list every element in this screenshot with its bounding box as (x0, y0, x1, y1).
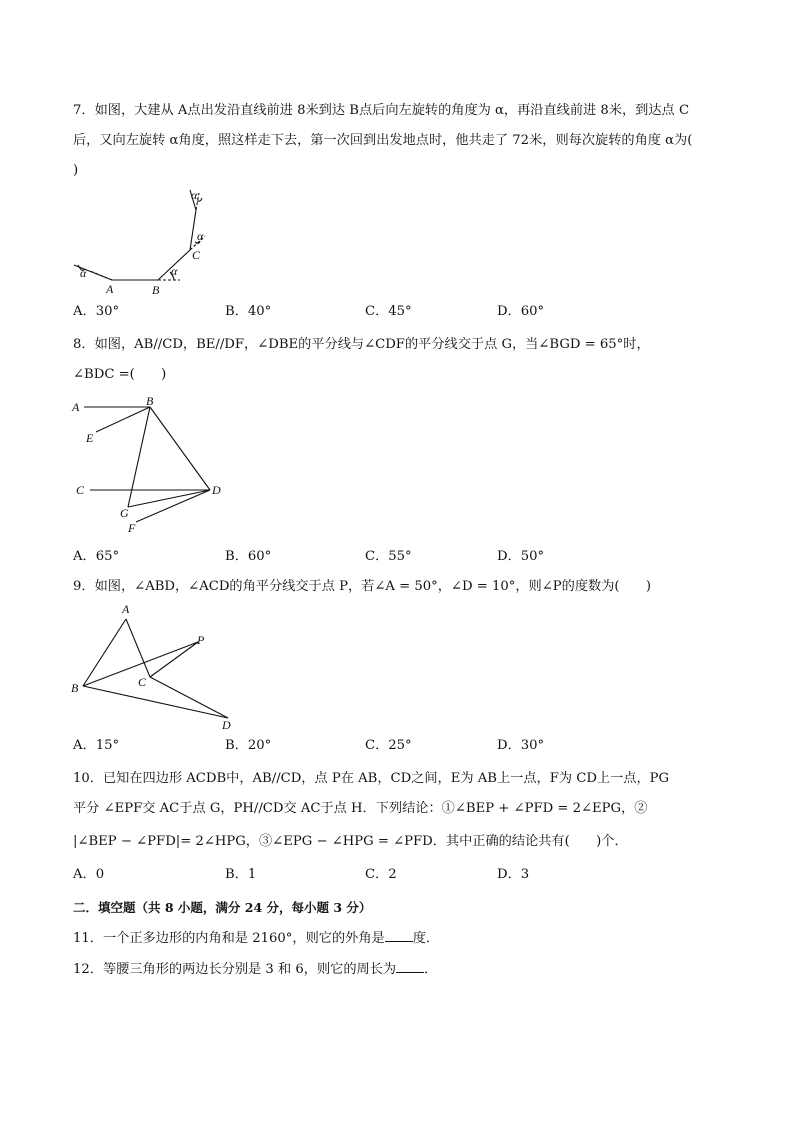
q9-label-C: C (138, 675, 147, 689)
q7-option-d[interactable]: D．60° (497, 304, 545, 319)
q9-label-A: A (122, 602, 130, 616)
q9-text-line1: 9．如图，∠ABD，∠ACD的角平分线交于点 P，若∠A = 50°，∠D = 10°，则∠P的度数为( ) (73, 579, 652, 594)
q7-path (74, 190, 196, 280)
q9-label-B: B (71, 681, 79, 695)
q10-option-a[interactable]: A．0 (73, 867, 105, 882)
q7-text-line2: 后，又向左旋转 α角度，照这样走下去，第一次回到出发地点时，他共走了 72米，则每次旋转的角度 α为( (73, 133, 693, 148)
q7-label-alpha-4: α (191, 188, 198, 202)
q10-text-line1: 10．已知在四边形 ACDB中，AB//CD，点 P在 AB，CD之间，E为 AB上一点，F为 CD上一点，PG (73, 771, 670, 786)
q8-option-a[interactable]: A．65° (73, 549, 120, 564)
section-heading-fill-in: 二．填空题（共 8 小题，满分 24 分，每小题 3 分） (73, 900, 372, 915)
q8-text-line1: 8．如图，AB//CD，BE//DF，∠DBE的平分线与∠CDF的平分线交于点 G，当∠BGD = 65°时， (73, 337, 650, 352)
q7-text-line1: 7．如图，大建从 A点出发沿直线前进 8米到达 B点后向左旋转的角度为 α，再沿直线前进 8米，到达点 C (73, 103, 690, 118)
q8-label-G: G (120, 506, 129, 520)
q11-text-before: 11．一个正多边形的内角和是 2160°，则它的外角是 (73, 931, 385, 946)
q10-text-line3: |∠BEP − ∠PFD|= 2∠HPG，③∠EPG − ∠HPG = ∠PFD．其中正确的结论共有( )个． (73, 834, 628, 849)
q7-label-C: C (192, 248, 201, 262)
q9-label-P: P (197, 633, 205, 647)
q7-option-c[interactable]: C．45° (365, 304, 412, 319)
q10-option-b[interactable]: B．1 (225, 867, 257, 882)
q12-text (73, 960, 437, 980)
q8-text-line2: ∠BDC =( ) (73, 367, 167, 382)
q8-figure (70, 395, 230, 540)
q9-option-d[interactable]: D．30° (497, 738, 545, 753)
q10-option-d[interactable]: D．3 (497, 867, 530, 882)
q9-figure (70, 600, 245, 735)
q8-option-b[interactable]: B．60° (225, 549, 272, 564)
q7-option-b[interactable]: B．40° (225, 304, 272, 319)
q8-option-d[interactable]: D．50° (497, 549, 545, 564)
q7-label-alpha-2: α (171, 264, 178, 278)
q8-line-GD (128, 490, 210, 507)
q10-text-line2: 平分 ∠EPF交 AC于点 G，PH//CD交 AC于点 H．下列结论：①∠BEP + ∠PFD = 2∠EPG，② (73, 801, 648, 816)
q8-label-F: F (128, 521, 136, 535)
q7-label-A: A (106, 282, 114, 296)
q7-text-line3: ) (73, 163, 79, 178)
q11-answer-blank[interactable] (385, 929, 413, 942)
q8-line-BD (150, 407, 210, 490)
q9-line-AB (83, 619, 126, 686)
q8-label-D: D (212, 483, 221, 497)
q8-line-BE (96, 407, 150, 432)
q9-line-CP (150, 642, 198, 677)
q12-text-before: 12．等腰三角形的两边长分别是 3 和 6，则它的周长为 (73, 962, 397, 977)
q11-text (73, 929, 439, 949)
q8-label-C: C (76, 483, 85, 497)
q9-option-a[interactable]: A．15° (73, 738, 120, 753)
q9-option-b[interactable]: B．20° (225, 738, 272, 753)
q8-line-BG (128, 407, 150, 507)
q8-label-E: E (86, 431, 94, 445)
q7-option-a[interactable]: A．30° (73, 304, 120, 319)
q8-option-c[interactable]: C．55° (365, 549, 412, 564)
q9-label-D: D (222, 718, 231, 732)
q9-line-CD (150, 677, 228, 718)
q7-label-alpha-1: α (80, 266, 87, 280)
q10-option-c[interactable]: C．2 (365, 867, 397, 882)
q7-figure (70, 185, 220, 300)
q8-label-A: A (72, 400, 80, 414)
q12-text-after: ． (424, 962, 438, 977)
q11-text-after: 度． (412, 931, 440, 946)
q7-label-alpha-3: α (197, 229, 204, 243)
q7-label-B: B (152, 283, 160, 297)
q8-label-B: B (146, 394, 154, 408)
q12-answer-blank[interactable] (396, 960, 424, 973)
q9-line-BD (83, 686, 228, 718)
q8-line-DF (136, 490, 210, 522)
q9-option-c[interactable]: C．25° (365, 738, 412, 753)
